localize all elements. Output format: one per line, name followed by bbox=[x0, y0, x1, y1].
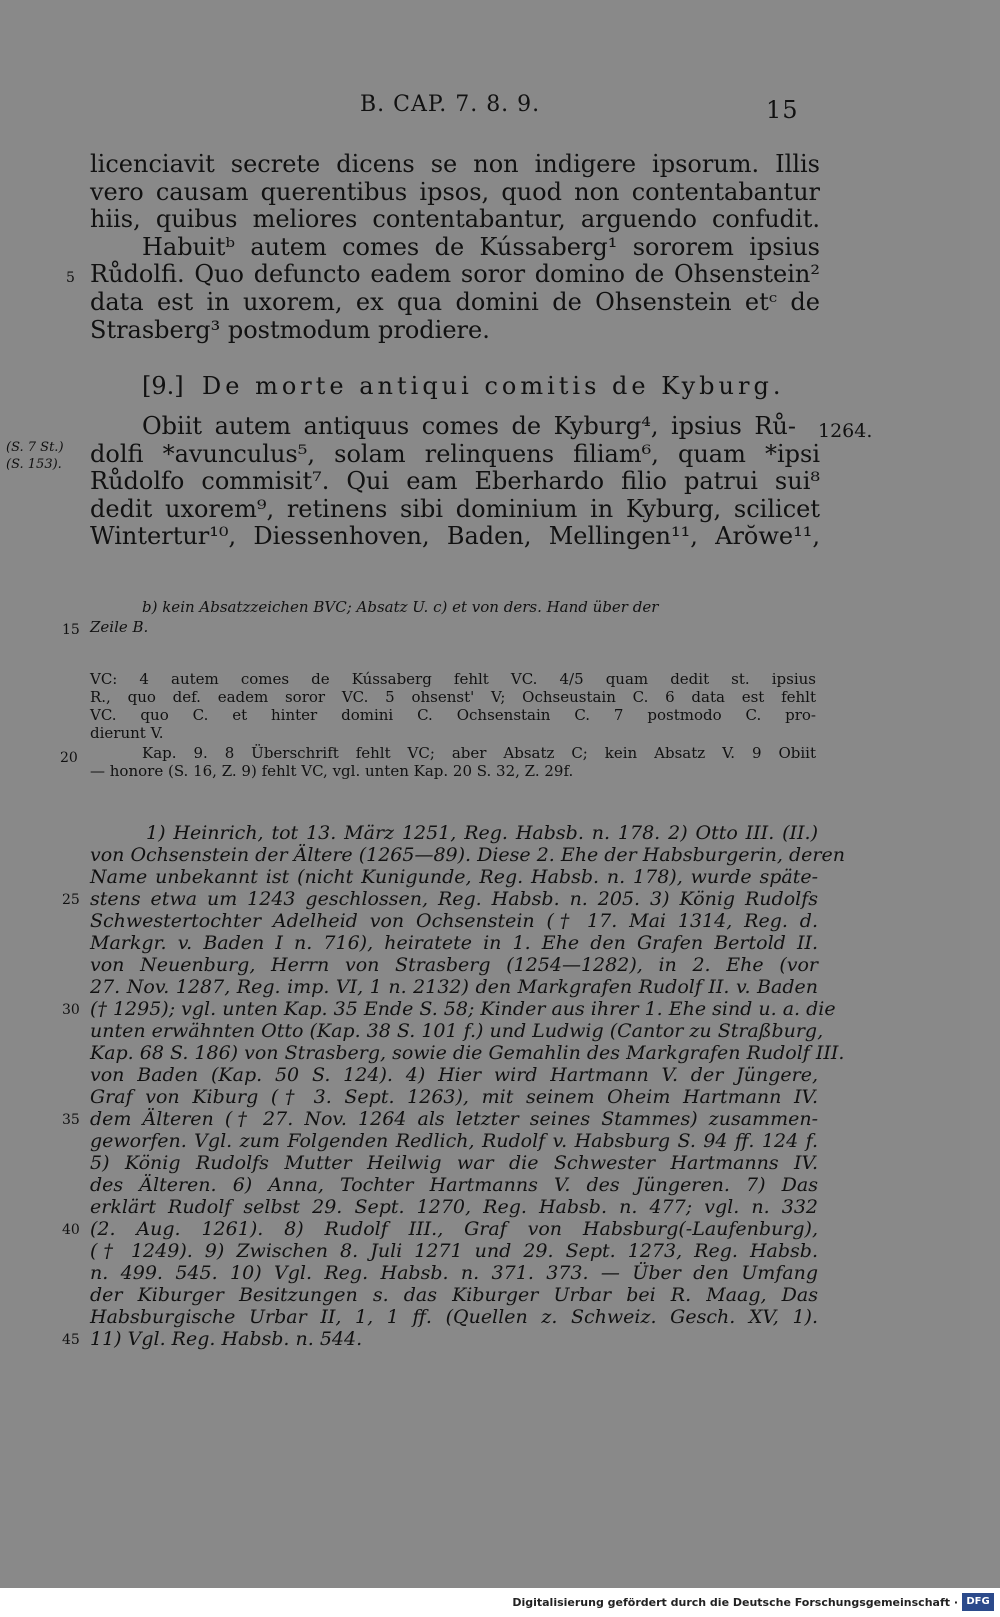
footnote-line: der Kiburger Besitzungen s. das Kiburger Urbar bei R. Maag, Das bbox=[90, 1284, 818, 1306]
footnote-line: 5) König Rudolfs Mutter Heilwig war die Schwester Hartmanns IV. bbox=[90, 1152, 818, 1174]
footnote-line: Name unbekannt ist (nicht Kunigunde, Reg. Habsb. n. 178), wurde späte- bbox=[90, 866, 818, 888]
text-line: vero causam querentibus ipsos, quod non contentabantur bbox=[90, 178, 820, 206]
footnote-line: n. 499. 545. 10) Vgl. Reg. Habsb. n. 371. 373. — Über den Umfang bbox=[90, 1262, 818, 1284]
apparatus-line: b) kein Absatzzeichen BVC; Absatz U. c) et von ders. Hand über der bbox=[142, 598, 659, 616]
margin-sigla: (S. 153). bbox=[6, 457, 62, 472]
line-number: 20 bbox=[60, 750, 78, 766]
footnote-line: Kap. 68 S. 186) von Strasberg, sowie die Gemahlin des Markgrafen Rudolf III. bbox=[90, 1042, 845, 1064]
footnote-line: des Älteren. 6) Anna, Tochter Hartmanns V. des Jüngeren. 7) Das bbox=[90, 1174, 818, 1196]
footnote-line: stens etwa um 1243 geschlossen, Reg. Habsb. n. 205. 3) König Rudolfs bbox=[90, 888, 818, 910]
margin-year: 1264. bbox=[818, 420, 873, 442]
footer-bar bbox=[0, 1588, 1000, 1617]
line-number: 45 bbox=[62, 1332, 80, 1348]
page-number: 15 bbox=[766, 96, 799, 124]
text-line: Obiit autem antiquus comes de Kyburg⁴, ipsius Rů- bbox=[142, 412, 796, 440]
text-line: hiis, quibus meliores contentabantur, arguendo confudit. bbox=[90, 205, 820, 233]
line-number: 25 bbox=[62, 892, 80, 908]
apparatus-line: dierunt V. bbox=[90, 724, 164, 742]
line-number: 35 bbox=[62, 1112, 80, 1128]
footnote-line: von Neuenburg, Herrn von Strasberg (1254—1282), in 2. Ehe (vor bbox=[90, 954, 818, 976]
apparatus-line: VC: 4 autem comes de Kússaberg fehlt VC. 4/5 quam dedit st. ipsius bbox=[90, 670, 816, 688]
apparatus-line: — honore (S. 16, Z. 9) fehlt VC, vgl. unten Kap. 20 S. 32, Z. 29f. bbox=[90, 762, 574, 780]
line-number: 5 bbox=[66, 270, 75, 286]
footnote-line: (2. Aug. 1261). 8) Rudolf III., Graf von Habsburg(-Laufenburg), bbox=[90, 1218, 818, 1240]
line-number: 30 bbox=[62, 1002, 80, 1018]
footnote-line: geworfen. Vgl. zum Folgenden Redlich, Rudolf v. Habsburg S. 94 ff. 124 f. bbox=[90, 1130, 818, 1152]
footnote-line: 1) Heinrich, tot 13. März 1251, Reg. Habsb. n. 178. 2) Otto III. (II.) bbox=[146, 822, 818, 844]
text-line: Růdolfi. Quo defuncto eadem soror domino de Ohsenstein² bbox=[90, 260, 820, 288]
text-line: licenciavit secrete dicens se non indigere ipsorum. Illis bbox=[90, 150, 820, 178]
footnote-line: von Baden (Kap. 50 S. 124). 4) Hier wird Hartmann V. der Jüngere, bbox=[90, 1064, 818, 1086]
margin-sigla: (S. 7 St.) bbox=[6, 440, 64, 455]
footnote-line: Schwestertochter Adelheid von Ochsenstein († 17. Mai 1314, Reg. d. bbox=[90, 910, 818, 932]
footnote-line: († 1295); vgl. unten Kap. 35 Ende S. 58; Kinder aus ihrer 1. Ehe sind u. a. die bbox=[90, 998, 836, 1020]
funding-credit: Digitalisierung gefördert durch die Deutsche Forschungsgemeinschaft · bbox=[512, 1596, 958, 1609]
footnote-line: Graf von Kiburg († 3. Sept. 1263), mit seinem Oheim Hartmann IV. bbox=[90, 1086, 818, 1108]
footnote-line: erklärt Rudolf selbst 29. Sept. 1270, Reg. Habsb. n. 477; vgl. n. 332 bbox=[90, 1196, 818, 1218]
running-title: B. CAP. 7. 8. 9. bbox=[360, 92, 541, 117]
dfg-logo: DFG bbox=[962, 1593, 994, 1611]
footnote-line: dem Älteren († 27. Nov. 1264 als letzter seines Stammes) zusammen- bbox=[90, 1108, 818, 1130]
apparatus-line: R., quo def. eadem soror VC. 5 ohsenst' V; Ochseustain C. 6 data est fehlt bbox=[90, 688, 816, 706]
chapter-number: [9.] bbox=[142, 372, 184, 400]
text-line: Habuitᵇ autem comes de Kússaberg¹ sororem ipsius bbox=[142, 233, 820, 261]
text-line: Wintertur¹⁰, Diessenhoven, Baden, Mellingen¹¹, Arŏwe¹¹, bbox=[90, 522, 820, 550]
line-number: 15 bbox=[62, 622, 80, 638]
text-line: dedit uxorem⁹, retinens sibi dominium in Kyburg, scilicet bbox=[90, 495, 820, 523]
text-line: Strasberg³ postmodum prodiere. bbox=[90, 316, 490, 344]
footnote-line: von Ochsenstein der Ältere (1265—89). Diese 2. Ehe der Habsburgerin, deren bbox=[90, 844, 845, 866]
footnote-line: († 1249). 9) Zwischen 8. Juli 1271 und 29. Sept. 1273, Reg. Habsb. bbox=[90, 1240, 818, 1262]
footnote-line: 11) Vgl. Reg. Habsb. n. 544. bbox=[90, 1328, 363, 1350]
footnote-line: 27. Nov. 1287, Reg. imp. VI, 1 n. 2132) den Markgrafen Rudolf II. v. Baden bbox=[90, 976, 818, 998]
text-line: data est in uxorem, ex qua domini de Ohsenstein etᶜ de bbox=[90, 288, 820, 316]
chapter-title: De morte antiqui comitis de Kyburg. bbox=[202, 372, 785, 400]
footnote-line: Habsburgische Urbar II, 1, 1 ff. (Quellen z. Schweiz. Gesch. XV, 1). bbox=[90, 1306, 818, 1328]
text-line: Růdolfo commisit⁷. Qui eam Eberhardo filio patrui sui⁸ bbox=[90, 467, 820, 495]
text-line: dolfi *avunculus⁵, solam relinquens filiam⁶, quam *ipsi bbox=[90, 440, 820, 468]
apparatus-line: Zeile B. bbox=[90, 618, 149, 636]
apparatus-line: VC. quo C. et hinter domini C. Ochsenstain C. 7 postmodo C. pro- bbox=[90, 706, 816, 724]
apparatus-line: Kap. 9. 8 Überschrift fehlt VC; aber Absatz C; kein Absatz V. 9 Obiit bbox=[142, 744, 816, 762]
line-number: 40 bbox=[62, 1222, 80, 1238]
footnote-line: unten erwähnten Otto (Kap. 38 S. 101 f.) und Ludwig (Cantor zu Straßburg, bbox=[90, 1020, 824, 1042]
footnote-line: Markgr. v. Baden I n. 716), heiratete in 1. Ehe den Grafen Bertold II. bbox=[90, 932, 818, 954]
